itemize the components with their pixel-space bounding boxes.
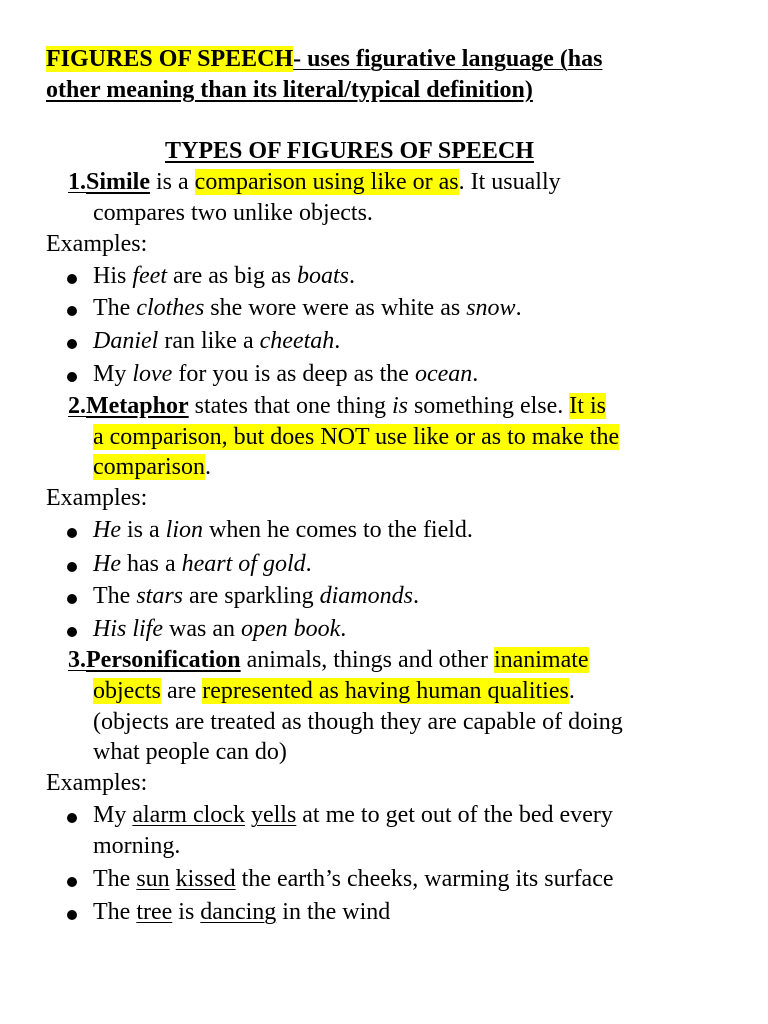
personification-line-2 [93,676,575,707]
metaphor-line-3 [93,452,211,483]
personification-term: Personification [86,647,241,673]
list-item [93,293,522,324]
personification-highlight-3: represented as having human qualities [202,678,569,704]
ex-text: The [93,295,137,321]
personification-text-2: are [160,678,203,704]
ex-italic: clothes [136,295,205,321]
ex-text: The [93,899,137,925]
list-number: 2. [68,393,86,419]
ex-italic: He [93,517,121,543]
ex-italic: ocean [414,361,473,387]
ex-text: The [93,866,137,892]
header-term: FIGURES OF SPEECH [46,46,294,72]
header-line-1 [46,44,603,75]
ex-italic: lion [165,517,203,543]
ex-underline: dancing [200,899,277,925]
examples-label: Examples: [46,770,148,796]
list-number: 3. [68,647,86,673]
ex-underline: sun [136,866,170,892]
ex-text: . [515,295,522,321]
ex-text: at me to get out of the bed every [296,802,613,828]
ex-italic: stars [136,583,183,609]
metaphor-term: Metaphor [86,393,189,419]
ex-text: are sparkling [183,583,320,609]
ex-italic: love [132,361,173,387]
ex-text: . [305,551,312,577]
personification-item [68,645,589,676]
ex-text: when he comes to the field. [203,517,473,543]
ex-underline: kissed [175,866,236,892]
metaphor-highlight-3: comparison [93,454,205,480]
ex-italic: boats [296,263,349,289]
ex-text: . [340,616,347,642]
ex-text: . [348,263,355,289]
metaphor-highlight: It is [569,393,606,419]
ex-text: she wore were as white as [204,295,467,321]
ex-underline: alarm clock [132,802,245,828]
metaphor-italic: is [391,393,408,419]
header-definition: - uses figurative language (has [293,46,603,72]
simile-highlight: comparison using like or as [194,169,459,195]
list-item [93,515,473,546]
ex-italic: heart of gold [181,551,306,577]
ex-text: has a [120,551,182,577]
metaphor-text-2: something else. [407,393,570,419]
bullet-icon [67,372,77,382]
ex-underline: tree [136,899,173,925]
ex-text: . [334,328,341,354]
personification-line-3: (objects are treated as though they are capable of doing [93,709,623,735]
personification-line-4: what people can do) [93,739,287,765]
ex-underline: yells [250,802,297,828]
bullet-icon [67,306,77,316]
ex-italic: snow [466,295,516,321]
ex-italic: His life [93,616,163,642]
bullet-icon [67,528,77,538]
ex-text: was an [163,616,241,642]
bullet-icon [67,274,77,284]
personification-text: animals, things and other [240,647,494,673]
list-item [93,614,346,645]
section-title: TYPES OF FIGURES OF SPEECH [165,138,534,164]
ex-italic: cheetah [259,328,335,354]
list-item [93,326,340,357]
ex-text: the earth’s cheeks, warming its surface [235,866,614,892]
ex-text: The [93,583,137,609]
metaphor-line-2 [93,422,619,453]
ex-text: is [172,899,201,925]
simile-term: Simile [86,169,150,195]
bullet-icon [67,627,77,637]
metaphor-highlight-2: a comparison, but does NOT use like or as to make the [93,424,620,450]
list-item-cont: morning. [93,833,181,859]
metaphor-item [68,391,606,422]
bullet-icon [67,813,77,823]
header-definition-cont: other meaning than its literal/typical definition) [46,77,533,103]
ex-text: is a [120,517,166,543]
examples-label: Examples: [46,485,148,511]
list-item [93,549,312,580]
ex-italic: diamonds [319,583,413,609]
ex-italic: open book [240,616,341,642]
metaphor-text-3: . [204,454,211,480]
examples-label: Examples: [46,231,148,257]
ex-text: for you is as deep as the [172,361,415,387]
personification-highlight-2: objects [93,678,161,704]
bullet-icon [67,877,77,887]
ex-text: My [93,802,133,828]
ex-text: are as big as [166,263,297,289]
bullet-icon [67,339,77,349]
ex-text: ran like a [158,328,260,354]
list-item [93,581,419,612]
bullet-icon [67,910,77,920]
simile-item [68,167,561,198]
ex-italic: Daniel [93,328,159,354]
ex-text: . [472,361,479,387]
simile-text: is a [150,169,195,195]
ex-text: His [93,263,133,289]
list-item [93,800,613,831]
personification-text-3: . [568,678,575,704]
ex-italic: He [93,551,121,577]
bullet-icon [67,594,77,604]
list-item [93,897,390,928]
metaphor-text: states that one thing [188,393,392,419]
ex-text: in the wind [276,899,391,925]
list-item [93,864,614,895]
list-number: 1. [68,169,86,195]
simile-text-2: . It usually [458,169,561,195]
personification-highlight: inanimate [493,647,589,673]
ex-text: My [93,361,133,387]
list-item [93,359,478,390]
bullet-icon [67,562,77,572]
list-item [93,261,355,292]
simile-line-2: compares two unlike objects. [93,200,373,226]
ex-text: . [412,583,419,609]
ex-italic: feet [132,263,167,289]
